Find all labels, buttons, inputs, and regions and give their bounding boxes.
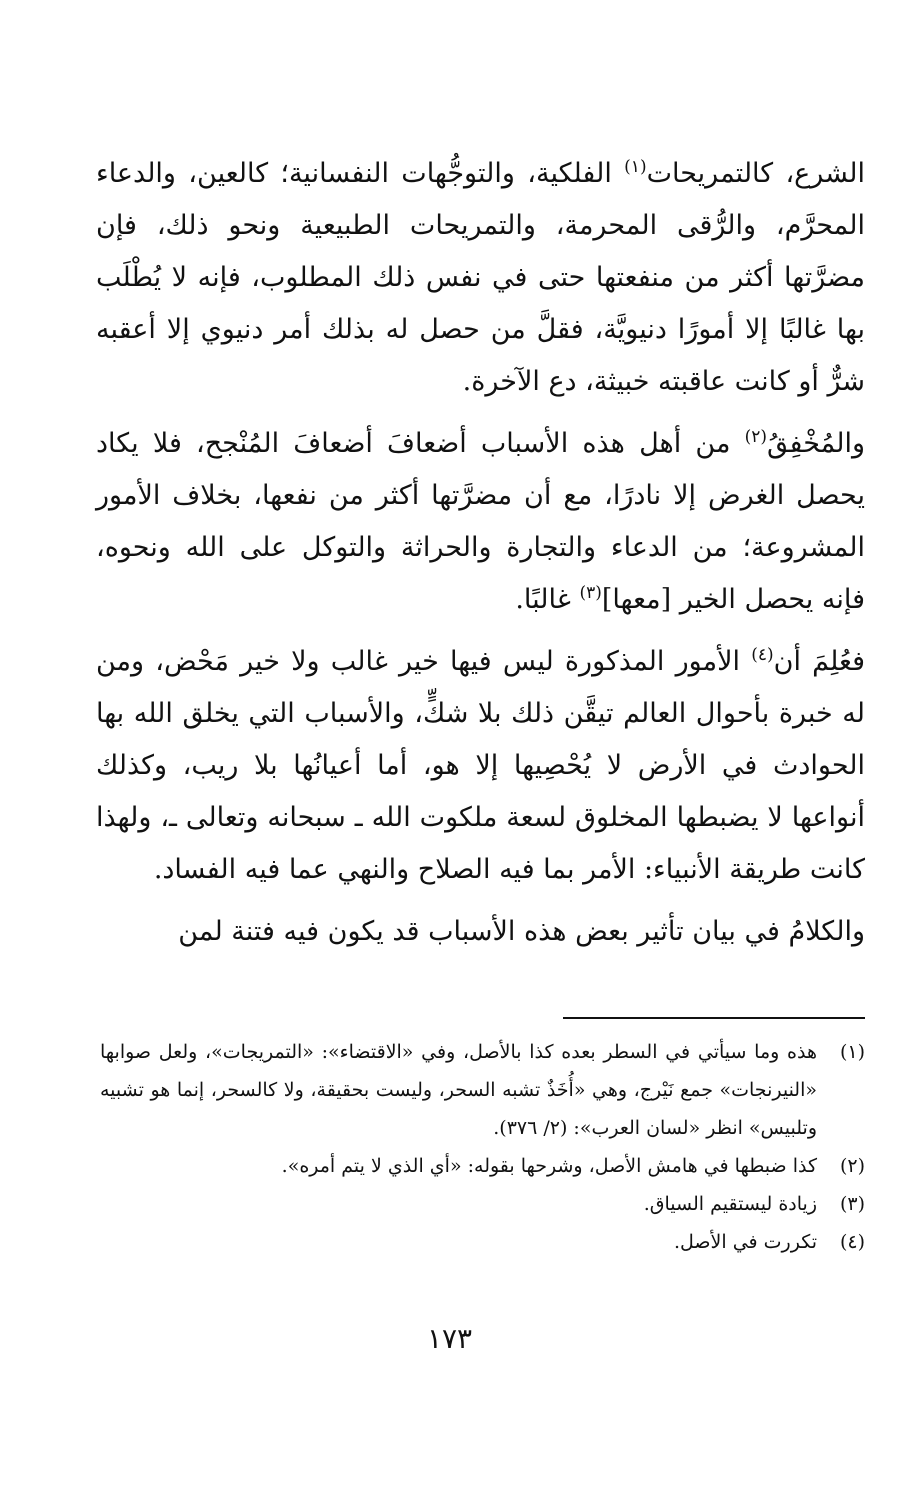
main-text — [96, 148, 865, 968]
paragraph-3-text — [96, 636, 865, 896]
footnote-ref-2[interactable]: (٢) — [744, 427, 768, 447]
text-run: فعُلِمَ أن — [773, 646, 865, 677]
footnote-ref-1[interactable]: (١) — [624, 157, 647, 177]
footnote-text: هذه وما سيأتي في السطر بعده كذا بالأصل، وفي «الاقتضاء»: «التمريجات»، ولعل صوابها «النيرنجات» جمع نَيْرج، وهي «أُخَذٌ تشبه السحر، وليست بحقيقة، ولا كالسحر، إنما هو تشبيه وتلبيس» انظر «لسان العرب»: (٢/ ٣٧٦). — [100, 1041, 817, 1139]
footnote-text: زيادة ليستقيم السياق. — [643, 1193, 817, 1215]
footnotes — [100, 1033, 865, 1261]
footnote-number: (٤) — [839, 1231, 865, 1253]
paragraph-2 — [96, 418, 865, 626]
paragraph-2-text — [96, 418, 865, 626]
footnote-text: تكررت في الأصل. — [673, 1231, 817, 1253]
text-run: الشرع، كالتمريحات — [646, 158, 865, 189]
footnote-text: كذا ضبطها في هامش الأصل، وشرحها بقوله: «أي الذي لا يتم أمره». — [281, 1155, 817, 1177]
paragraph-1 — [96, 148, 865, 408]
page-number: ١٧٣ — [426, 1322, 473, 1355]
text-run: من أهل هذه الأسباب أضعافَ أضعافَ المُنْجح، فلا يكاد يحصل الغرض إلا نادرًا، مع أن مضرَّتها أكثر من نفعها، بخلاف الأمور المشروعة؛ من الدعاء والتجارة والحراثة والتوكل على الله ونحوه، فإنه يحصل الخير [معها] — [96, 428, 865, 615]
footnote-number: (١) — [839, 1041, 865, 1063]
paragraph-3 — [96, 636, 865, 896]
text-run: الفلكية، والتوجُّهات النفسانية؛ كالعين، والدعاء المحرَّم، والرُّقى المحرمة، والتمريحات الطبيعية ونحو ذلك، فإن مضرَّتها أكثر من منفعتها حتى في نفس ذلك المطلوب، فإنه لا يُطْلَب بها غالبًا إلا أمورًا دنيويَّة، فقلَّ من حصل له بذلك أمر دنيوي إلا أعقبه شرٌّ أو كانت عاقبته خبيثة، دع الآخرة. — [96, 158, 865, 397]
text-run: غالبًا. — [515, 584, 580, 615]
footnote-3 — [100, 1185, 865, 1223]
footnote-number: (٣) — [839, 1193, 865, 1215]
footnote-ref-3[interactable]: (٣) — [579, 583, 602, 603]
paragraph-4-text: والكلامُ في بيان تأثير بعض هذه الأسباب قد يكون فيه فتنة لمن — [178, 916, 865, 947]
footnote-1 — [100, 1033, 865, 1147]
text-run: الأمور المذكورة ليس فيها خير غالب ولا خير مَحْض، ومن له خبرة بأحوال العالم تيقَّن ذلك بلا شكٍّ، والأسباب التي يخلق الله بها الحوادث في الأرض لا يُحْصِيها إلا هو، أما أعيانُها بلا ريب، وكذلك أنواعها لا يضبطها المخلوق لسعة ملكوت الله ـ سبحانه وتعالى ـ، ولهذا كانت طريقة الأنبياء: الأمر بما فيه الصلاح والنهي عما فيه الفساد. — [96, 646, 865, 885]
paragraph-1-text — [96, 148, 865, 408]
footnote-separator — [563, 1017, 865, 1019]
footnote-2 — [100, 1147, 865, 1185]
footnote-ref-4[interactable]: (٤) — [751, 645, 774, 665]
paragraph-4 — [96, 906, 865, 958]
text-run: والمُخْفِقُ — [767, 428, 865, 459]
footnote-4 — [100, 1223, 865, 1261]
footnote-number: (٢) — [839, 1155, 865, 1177]
